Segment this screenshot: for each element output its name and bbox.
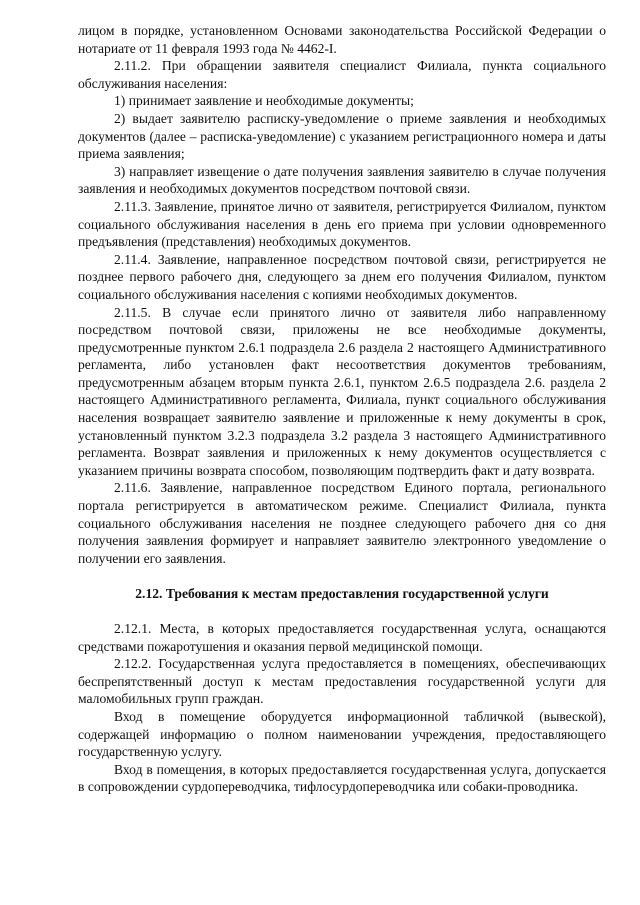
list-item-2-11-2-2: 2) выдает заявителю расписку-уведомление о приеме заявления и необходимых документов (далее – расписка-уведомление) с указанием регистрационного номера и даты приема заявления;	[78, 110, 606, 162]
paragraph-2-11-2: 2.11.2. При обращении заявителя специалист Филиала, пункта социального обслуживания населения:	[78, 58, 606, 91]
paragraph-intro: лицом в порядке, установленном Основами законодательства Российской Федерации о нотариате от 11 февраля 1993 года № 4462-I.	[78, 23, 606, 56]
paragraph-2-12-1: 2.12.1. Места, в которых предоставляется государственная услуга, оснащаются средствами пожаротушения и оказания первой медицинской помощи.	[78, 621, 606, 654]
list-item-2-11-2-1: 1) принимает заявление и необходимые документы;	[114, 93, 414, 109]
paragraph-entrance-access: Вход в помещения, в которых предоставляется государственная услуга, допускается в сопровождении сурдопереводчика, тифлосурдопереводчика или собаки-проводника.	[78, 761, 606, 795]
paragraph-entrance-sign: Вход в помещение оборудуется информационной табличкой (вывеской), содержащей информацию о полном наименовании учреждения, предоставляющего государственную услугу.	[78, 708, 606, 760]
document-page	[78, 22, 606, 796]
section-heading-2-12: 2.12. Требования к местам предоставления государственной услуги	[135, 586, 549, 602]
list-item-2-11-2-3: 3) направляет извещение о дате получения заявления заявителю в случае получения заявления и необходимых документов посредством почтовой связи.	[78, 163, 606, 197]
paragraph-2-11-6: 2.11.6. Заявление, направленное посредством Единого портала, регионального портала регистрируется в автоматическом режиме. Специалист Филиала, пункта социального обслуживания населения не позднее следующего рабочего дня со дня получения заявления формирует и направляет заявителю электронного уведомление о получении его заявления.	[78, 480, 606, 566]
paragraph-2-11-3: 2.11.3. Заявление, принятое лично от заявителя, регистрируется Филиалом, пунктом социального обслуживания населения в день его приема при условии одновременного предъявления (представления) необходимых документов.	[78, 198, 606, 250]
paragraph-2-11-5: 2.11.5. В случае если принятого лично от заявителя либо направленному посредством почтовой связи, приложены не все необходимые документы, предусмотренные пунктом 2.6.1 подраздела 2.6 раздела 2 настоящего Административного регламента, либо установлен факт несоответствия документов требованиям, предусмотренным абзацем вторым пункта 2.6.1, пунктом 2.6.5 подраздела 2.6. раздела 2 настоящего Административного регламента, Филиала, пункт социального обслуживания населения возвращает заявителю заявление и приложенные к нему документы в срок, установленный пунктом 3.2.3 подраздела 3.2 раздела 3 настоящего Административного регламента. Возврат заявления и приложенных к нему документов осуществляется с указанием причины возврата способом, позволяющим подтвердить факт и дату возврата.	[78, 304, 606, 478]
paragraph-2-11-4: 2.11.4. Заявление, направленное посредством почтовой связи, регистрируется не позднее первого рабочего дня, следующего за днем его получения Филиалом, пунктом социального обслуживания населения с копиями необходимых документов.	[78, 251, 606, 302]
paragraph-2-12-2: 2.12.2. Государственная услуга предоставляется в помещениях, обеспечивающих беспрепятственный доступ к местам предоставления государственной услуги для маломобильных групп граждан.	[78, 656, 606, 707]
